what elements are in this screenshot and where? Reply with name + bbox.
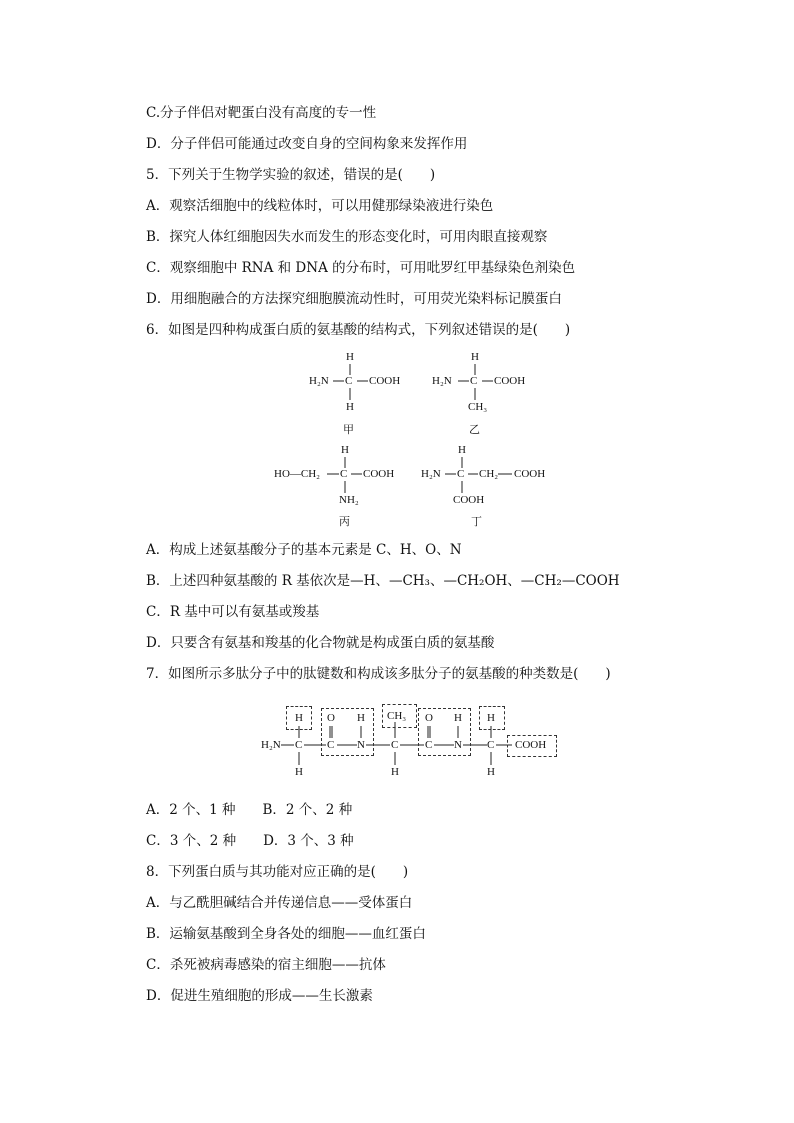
q4-option-d: D．分子伴侣可能通过改变自身的空间构象来发挥作用 <box>146 136 468 152</box>
q7-c3: C <box>487 739 495 751</box>
jia-amino: H₂N <box>309 375 329 387</box>
q7-c1: C <box>295 739 303 751</box>
ding-h-top: H <box>458 444 466 456</box>
ding-amino: H₂N <box>421 468 441 480</box>
q8-option-a: A．与乙酰胆碱结合并传递信息——受体蛋白 <box>146 895 413 911</box>
q6-option-a: A．构成上述氨基酸分子的基本元素是 C、H、O、N <box>146 542 462 558</box>
q7-amino: H₂N <box>261 739 281 751</box>
q7-n2-h: H <box>454 712 462 724</box>
q7-c1-bottom: H <box>295 766 303 778</box>
q7-co2-c: C <box>425 739 433 751</box>
q7-cooh: COOH <box>515 739 547 751</box>
q4-option-c: C.分子伴侣对靶蛋白没有高度的专一性 <box>146 105 377 121</box>
q7-co2-o: O <box>425 712 433 724</box>
bing-h-top: H <box>341 444 349 456</box>
bing-label: 丙 <box>339 515 350 528</box>
ding-ch2: CH₂ <box>479 468 499 480</box>
q7-options-ab: A．2 个、1 种 B．2 个、2 种 <box>146 802 353 818</box>
bing-r-group: HO—CH₂ <box>274 468 321 480</box>
q7-co1-c: C <box>327 739 335 751</box>
ding-label: 丁 <box>471 515 482 528</box>
q7-c2-bottom: H <box>391 766 399 778</box>
q8-option-b: B．运输氨基酸到全身各处的细胞——血红蛋白 <box>146 926 426 942</box>
q7-c3-bottom: H <box>487 766 495 778</box>
q7-c1-top: H <box>295 712 303 724</box>
q7-stem: 7．如图所示多肽分子中的肽键数和构成该多肽分子的氨基酸的种类数是( ) <box>146 666 611 682</box>
bing-alpha-carbon: C <box>340 468 348 480</box>
ding-carboxyl: COOH <box>453 494 485 506</box>
q6-option-d: D．只要含有氨基和羧基的化合物就是构成蛋白质的氨基酸 <box>146 635 495 651</box>
jia-alpha-carbon: C <box>345 375 353 387</box>
yi-carboxyl: COOH <box>494 375 526 387</box>
q6-option-b: B．上述四种氨基酸的 R 基依次是—H、—CH₃、—CH₂OH、—CH₂—COOH <box>146 573 620 589</box>
bing-amino: NH₂ <box>339 494 359 506</box>
yi-label: 乙 <box>469 423 480 436</box>
q5-option-a: A．观察活细胞中的线粒体时，可以用健那绿染液进行染色 <box>146 198 494 214</box>
q7-c2: C <box>391 739 399 751</box>
yi-r-group: CH₃ <box>468 401 488 413</box>
q7-n1: N <box>357 739 365 751</box>
q8-stem: 8．下列蛋白质与其功能对应正确的是( ) <box>146 864 409 880</box>
yi-h-top: H <box>471 351 479 363</box>
q7-options-cd: C．3 个、2 种 D．3 个、3 种 <box>146 833 354 849</box>
q5-stem: 5．下列关于生物学实验的叙述，错误的是( ) <box>146 167 436 183</box>
q6-option-c: C．R 基中可以有氨基或羧基 <box>146 604 320 620</box>
q7-n2: N <box>454 739 462 751</box>
q5-option-c: C．观察细胞中 RNA 和 DNA 的分布时，可用吡罗红甲基绿染色剂染色 <box>146 260 576 276</box>
q7-c2-top: CH₃ <box>387 710 407 722</box>
ding-r-carboxyl: COOH <box>514 468 546 480</box>
jia-r-group: H <box>346 401 354 413</box>
q5-option-b: B．探究人体红细胞因失水而发生的形态变化时，可用肉眼直接观察 <box>146 229 548 245</box>
yi-alpha-carbon: C <box>470 375 478 387</box>
yi-amino: H₂N <box>432 375 452 387</box>
q6-stem: 6．如图是四种构成蛋白质的氨基酸的结构式，下列叙述错误的是( ) <box>146 322 571 338</box>
jia-h-top: H <box>346 351 354 363</box>
q7-c3-top: H <box>487 712 495 724</box>
jia-carboxyl: COOH <box>369 375 401 387</box>
q7-co1-o: O <box>327 712 335 724</box>
q5-option-d: D．用细胞融合的方法探究细胞膜流动性时，可用荧光染料标记膜蛋白 <box>146 291 562 307</box>
jia-label: 甲 <box>343 423 354 436</box>
ding-alpha-carbon: C <box>457 468 465 480</box>
bing-carboxyl: COOH <box>363 468 395 480</box>
q8-option-d: D．促进生殖细胞的形成——生长激素 <box>146 988 373 1004</box>
q7-n1-h: H <box>357 712 365 724</box>
q8-option-c: C．杀死被病毒感染的宿主细胞——抗体 <box>146 957 386 973</box>
